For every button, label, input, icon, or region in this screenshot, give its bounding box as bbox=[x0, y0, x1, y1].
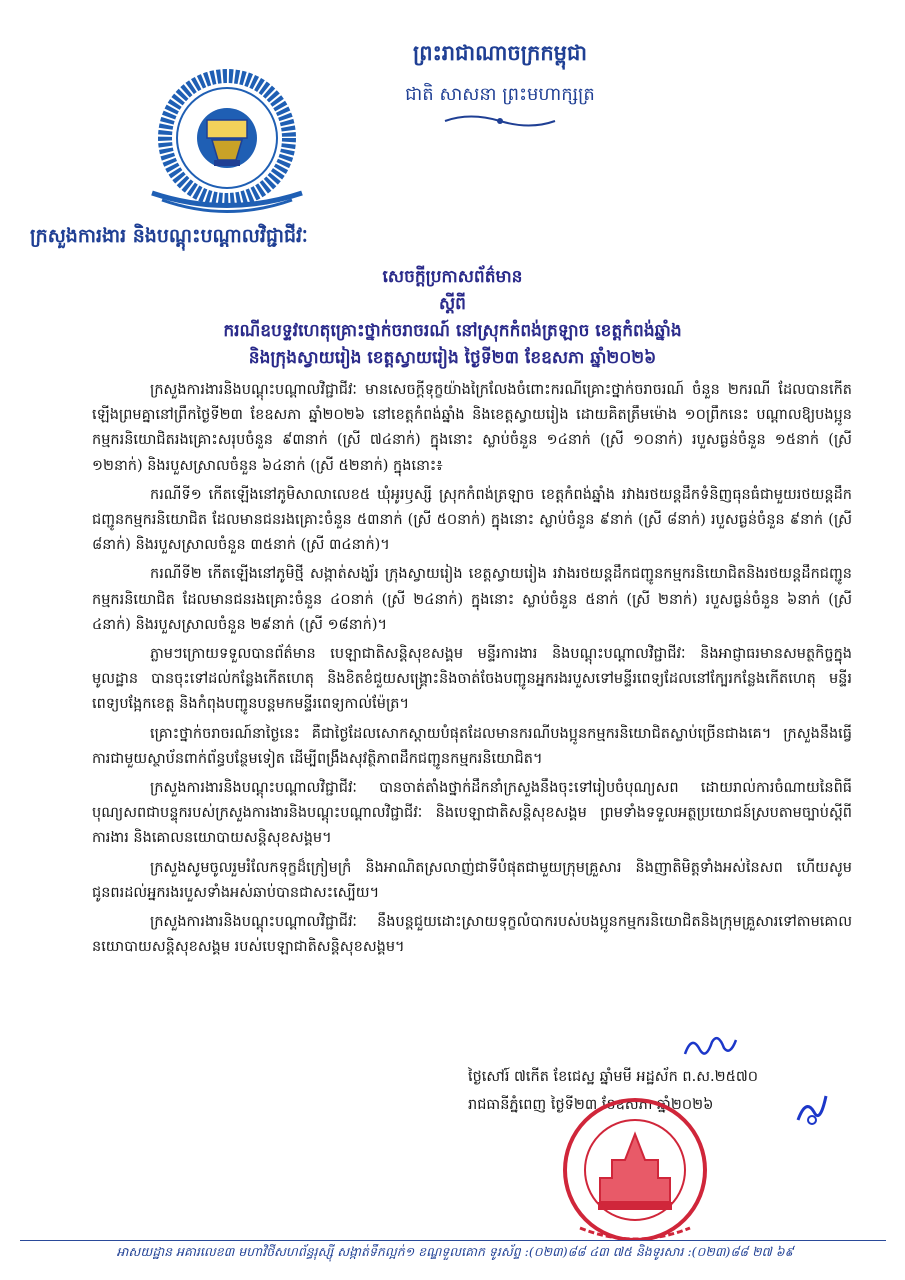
title-announcement: សេចក្តីប្រកាសព័ត៌មាន bbox=[382, 267, 523, 287]
ministry-logo-icon bbox=[122, 68, 332, 218]
footer-address: អាសយដ្ឋាន អគារលេខ៣ មហាវិថីសហព័ន្ធរុស្ស៊ី សង្កាត់ទឹកល្អក់១ ខណ្ឌទួលគោក ទូរស័ព្ទ :(០២៣)៨៨ ៤៣ ៧៥ និងទូរសារ :(០២៣)៨៨ ២៧ ៦៩ bbox=[116, 1244, 794, 1259]
paragraph-funeral: ក្រសួងការងារនិងបណ្តុះបណ្តាលវិជ្ជាជីវៈ បានចាត់តាំងថ្នាក់ដឹកនាំក្រសួងនឹងចុះទៅរៀបចំបុណ្យសព ដោយរាល់ការចំណាយនៃពិធីបុណ្យសពជាបន្ទុករបស់ក្រសួងការងារនិងបណ្តុះបណ្តាលវិជ្ជាជីវៈ និងបេឡាជាតិសន្តិសុខសង្គម ព្រមទាំងទទួលអត្ថប្រយោជន៍ស្របតាមច្បាប់ស្តីពីការងារ និងគោលនយោបាយសន្តិសុខសង្គម។ bbox=[92, 780, 852, 847]
paragraph-intro: ក្រសួងការងារនិងបណ្តុះបណ្តាលវិជ្ជាជីវៈ មានសេចក្តីទុក្ខយ៉ាងក្រៃលែងចំពោះករណីគ្រោះថ្នាក់ចរាចរណ៍ ចំនួន ២ករណី ដែលបានកើតឡើងព្រមគ្នានៅព្រឹកថ្ងៃទី២៣ ខែឧសភា ឆ្នាំ២០២៦ នៅខេត្តកំពង់ឆ្នាំង និងខេត្តស្វាយរៀង ដោយគិតត្រឹមម៉ោង ១០ព្រឹកនេះ បណ្តាលឱ្យបងប្អូនកម្មករនិយោជិតរងគ្រោះសរុបចំនួន ៩៣នាក់ (ស្រី ៧៤នាក់) ក្នុងនោះ ស្លាប់ចំនួន ១៤នាក់ (ស្រី ១០នាក់) របួសធ្ងន់ចំនួន ១៥នាក់ (ស្រី ១២នាក់) និងរបួសស្រាលចំនួន ៦៤នាក់ (ស្រី ៥២នាក់) ក្នុងនោះ៖ bbox=[92, 382, 852, 474]
ornament-divider-icon bbox=[440, 112, 560, 130]
national-motto: ជាតិ សាសនា ព្រះមហាក្សត្រ bbox=[405, 84, 595, 105]
kingdom-title: ព្រះរាជាណាចក្រកម្ពុជា bbox=[412, 40, 587, 65]
lunar-date: ថ្ងៃសៅរ៍ ៧កើត ខែជេស្ឋ ឆ្នាំមមី អដ្ឋស័ក ព.ស.២៥៧០ bbox=[468, 1069, 759, 1085]
title-regarding: ស្តីពី bbox=[439, 294, 466, 314]
ministry-name: ក្រសួងការងារ និងបណ្តុះបណ្តាលវិជ្ជាជីវៈ bbox=[30, 225, 308, 247]
initial-mark-icon bbox=[792, 1090, 832, 1130]
announcement-body bbox=[92, 378, 852, 964]
paragraph-support: ក្រសួងការងារនិងបណ្តុះបណ្តាលវិជ្ជាជីវៈ នឹងបន្តជួយដោះស្រាយទុក្ខលំបាករបស់បងប្អូនកម្មករនិយោជិតនិងក្រុមគ្រួសារទៅតាមគោលនយោបាយសន្តិសុខសង្គម របស់បេឡាជាតិសន្តិសុខសង្គម។ bbox=[92, 914, 852, 956]
paragraph-condolence: ក្រសួងសូមចូលរួមរំលែកទុក្ខដ៏ក្រៀមក្រំ និងអាណិតស្រលាញ់ជាទីបំផុតជាមួយក្រុមគ្រួសារ និងញាតិមិត្តទាំងអស់នៃសព ហើយសូមជូនពរដល់អ្នករងរបួសទាំងអស់ឆាប់បានជាសះស្បើយ។ bbox=[92, 859, 852, 901]
footer-divider bbox=[20, 1240, 886, 1241]
announcement-titles bbox=[60, 264, 845, 372]
paragraph-response: ភ្លាមៗក្រោយទទួលបានព័ត៌មាន បេឡាជាតិសន្តិសុខសង្គម មន្ទីរការងារ និងបណ្តុះបណ្តាលវិជ្ជាជីវៈ និងអាជ្ញាធរមានសមត្ថកិច្ចក្នុងមូលដ្ឋាន បានចុះទៅដល់កន្លែងកើតហេតុ និងខិតខំជួយសង្គ្រោះនិងចាត់ចែងបញ្ជូនអ្នករងរបួសទៅមន្ទីរពេទ្យដែលនៅក្បែរកន្លែងកើតហេតុ មន្ទីរពេទ្យបង្អែកខេត្ត និងកំពុងបញ្ជូនបន្តមកមន្ទីរពេទ្យកាល់ម៉ែត្រ។ bbox=[92, 646, 852, 713]
paragraph-case1: ករណីទី១ កើតឡើងនៅភូមិសាលាលេខ៥ ឃុំអូរឫស្សី ស្រុកកំពង់ត្រឡាច ខេត្តកំពង់ឆ្នាំង រវាងរថយន្តដឹកទំនិញធុនធំជាមួយរថយន្តដឹកជញ្ជូនកម្មករនិយោជិត ដែលមានជនរងគ្រោះចំនួន ៥៣នាក់ (ស្រី ៥០នាក់) ក្នុងនោះ ស្លាប់ចំនួន ៩នាក់ (ស្រី ៨នាក់) របួសធ្ងន់ចំនួន ៩នាក់ (ស្រី ៨នាក់) និងរបួសស្រាលចំនួន ៣៥នាក់ (ស្រី ៣៤នាក់)។ bbox=[92, 486, 852, 554]
paragraph-case2: ករណីទី២ កើតឡើងនៅភូមិថ្មី សង្កាត់សង្ឃ័រ ក្រុងស្វាយរៀង ខេត្តស្វាយរៀង រវាងរថយន្តដឹកជញ្ជូនកម្មករនិយោជិតនិងរថយន្តដឹកជញ្ជូនកម្មករនិយោជិត ដែលមានជនរងគ្រោះចំនួន ៤០នាក់ (ស្រី ២៤នាក់) ក្នុងនោះ ស្លាប់ចំនួន ៥នាក់ (ស្រី ២នាក់) របួសធ្ងន់ចំនួន ៦នាក់ (ស្រី ៤នាក់) និងរបួសស្រាលចំនួន ២៩នាក់ (ស្រី ១៨នាក់)។ bbox=[92, 566, 852, 633]
solar-date: រាជធានីភ្នំពេញ ថ្ងៃទី២៣ ខែឧសភា ឆ្នាំ២០២៦ bbox=[468, 1097, 714, 1113]
title-subject-line2: និងក្រុងស្វាយរៀង ខេត្តស្វាយរៀង ថ្ងៃទី២៣ ខែឧសភា ឆ្នាំ២០២៦ bbox=[248, 348, 657, 368]
paragraph-saddest-day: គ្រោះថ្នាក់ចរាចរណ៍នាថ្ងៃនេះ គឺជាថ្ងៃដែលសោកស្តាយបំផុតដែលមានករណីបងប្អូនកម្មករនិយោជិតស្លាប់ច្រើនជាងគេ។ ក្រសួងនឹងធ្វើការជាមួយស្ថាប័នពាក់ព័ន្ធបន្ថែមទៀត ដើម្បីពង្រឹងសុវត្ថិភាពដឹកជញ្ជូនកម្មករនិយោជិត។ bbox=[92, 725, 852, 767]
title-subject-line1: ករណីឧបទ្ទវហេតុគ្រោះថ្នាក់ចរាចរណ៍ នៅស្រុកកំពង់ត្រឡាច ខេត្តកំពង់ឆ្នាំង bbox=[223, 321, 682, 341]
official-seal-icon bbox=[540, 1090, 730, 1240]
signature-icon bbox=[680, 1032, 740, 1062]
